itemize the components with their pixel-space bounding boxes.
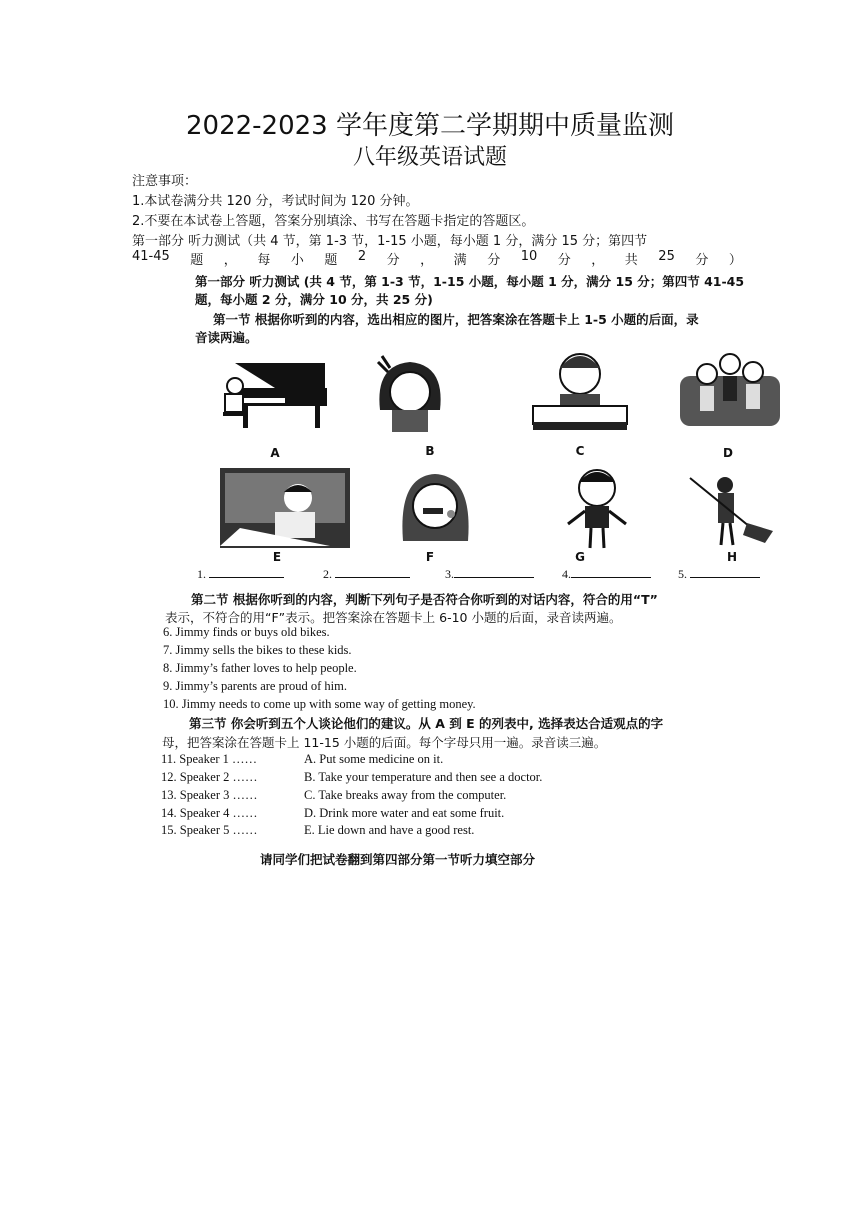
word: 满 [453,253,467,268]
word: 小 [290,253,304,268]
scan-part1-line-a: 第一部分 听力测试 (共 4 节，第 1-3 节，1-15 小题，每小题 1 分，满分 15 分；第四节 41-45 [195,274,745,289]
speaker-item: 12. Speaker 2 …… [161,770,258,784]
statement: 7. Jimmy sells the bikes to these kids. [163,643,352,657]
part1-line-justified [132,249,742,268]
statement: 10. Jimmy needs to come up with some way of getting money. [163,697,476,711]
picture-letter: G [575,550,585,564]
scan-section2-line-a: 第二节 根据你听到的内容，判断下列句子是否符合你听到的对话内容，符合的用“T” [191,592,658,607]
piano-girl-picture [215,348,335,433]
speaker-item: 14. Speaker 4 …… [161,806,258,820]
scan-section1-line-a: 第一节 根据你听到的内容，选出相应的图片，把答案涂在答题卡上 1-5 小题的后面，录 [213,312,699,327]
picture-letter: D [723,446,733,460]
statement: 8. Jimmy’s father loves to help people. [163,661,357,675]
answer-blank: 1. [197,566,284,582]
exam-subtitle: 八年级英语试题 [352,145,507,170]
scan-section1-line-b: 音读两遍。 [195,330,258,345]
exam-title: 2022-2023 学年度第二学期期中质量监测 [186,111,674,141]
boy-computer-picture [220,468,350,548]
picture-letter: C [575,444,585,458]
word: 题 [190,253,204,268]
word: 2 [357,249,367,264]
word: ， [223,253,237,268]
option-item: A. Put some medicine on it. [304,752,444,766]
option-item: D. Drink more water and eat some fruit. [304,806,505,820]
note-item: 2.不要在本试卷上答题，答案分别填涂、书写在答题卡指定的答题区。 [132,214,535,229]
picture-letter: H [726,550,738,564]
scan-section3-line-a: 第三节 你会听到五个人谈论他们的建议。从 A 到 E 的列表中, 选择表达合适观点的字 [189,716,664,731]
word: 分 [557,253,571,268]
picture-letter: B [425,444,435,458]
answer-blank: 3. [445,566,534,582]
word: 共 [624,253,638,268]
word: 25 [658,249,675,264]
statement: 6. Jimmy finds or buys old bikes. [163,625,330,639]
word: 每 [257,253,271,268]
word: 题 [324,253,338,268]
boy-eating-picture [525,346,635,436]
picture-letter: A [270,446,280,460]
notes-heading: 注意事项： [132,174,198,189]
scanned-exam-image [161,268,805,878]
speaker-item: 13. Speaker 3 …… [161,788,258,802]
word: ， [591,253,605,268]
word: 分 [386,253,400,268]
scan-part1-line-b: 题，每小题 2 分，满分 10 分，共 25 分) [195,292,433,307]
statement: 9. Jimmy’s parents are proud of him. [163,679,347,693]
answer-blank: 4. [562,566,651,582]
speaker-item: 15. Speaker 5 …… [161,823,258,837]
answer-blank: 2. [323,566,410,582]
option-item: B. Take your temperature and then see a doctor. [304,770,543,784]
picture-letter: F [425,550,435,564]
boy-standing-picture [560,466,635,551]
option-item: C. Take breaks away from the computer. [304,788,507,802]
note-item: 1.本试卷满分共 120 分，考试时间为 120 分钟。 [132,194,419,209]
headache-girl-picture [370,350,450,435]
sick-woman-picture [393,466,478,551]
word: ， [420,253,434,268]
word: 41-45 [132,249,170,264]
speaker-item: 11. Speaker 1 …… [161,752,258,766]
picture-letter: E [272,550,282,564]
sweeper-picture [685,473,775,548]
part1-line: 第一部分 听力测试（共 4 节，第 1-3 节，1-15 小题，每小题 1 分，满分 15 分；第四节 [132,234,648,249]
word: 10 [520,249,538,264]
scan-footer-note: 请同学们把试卷翻到第四部分第一节听力填空部分 [260,852,536,867]
family-sofa-picture [675,346,785,436]
scan-section3-line-b: 母，把答案涂在答题卡上 11-15 小题的后面。每个字母只用一遍。录音读三遍。 [162,735,607,750]
option-item: E. Lie down and have a good rest. [304,823,475,837]
word: ） [728,253,742,268]
word: 分 [695,253,709,268]
answer-blank: 5. [678,566,760,582]
word: 分 [487,253,501,268]
scan-section2-line-b: 表示，不符合的用“F”表示。把答案涂在答题卡上 6-10 小题的后面，录音读两遍。 [165,610,622,625]
